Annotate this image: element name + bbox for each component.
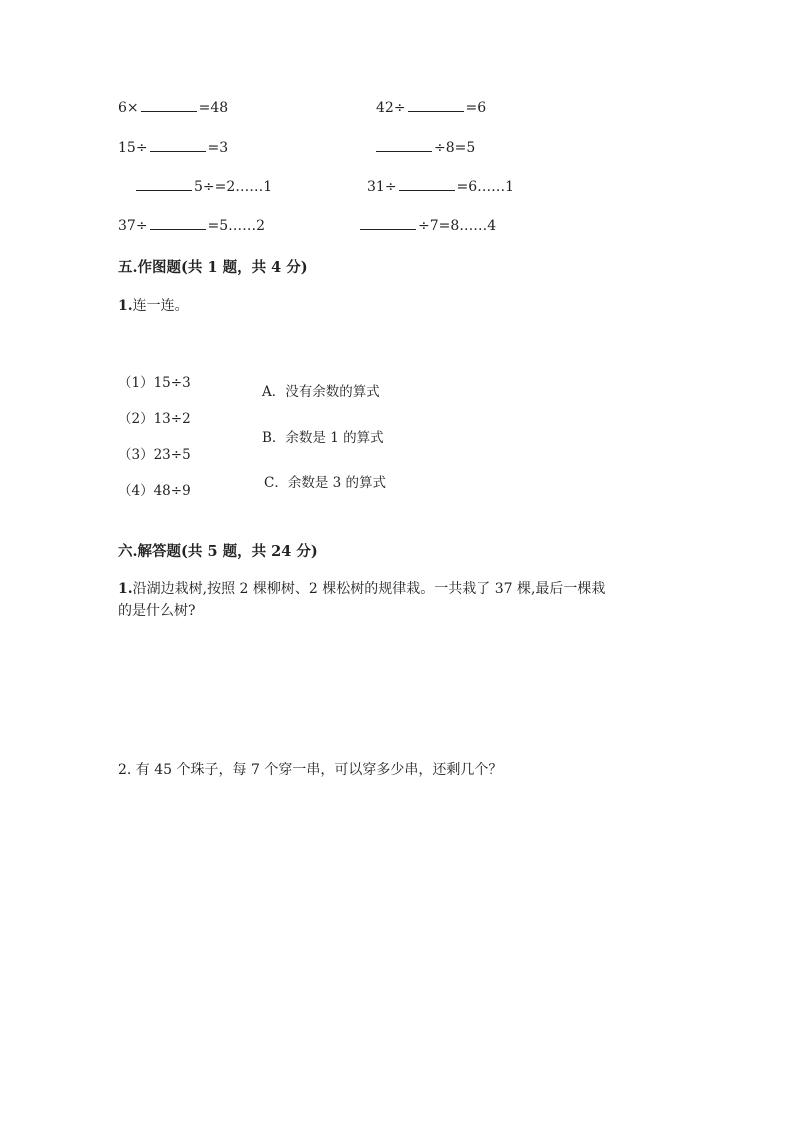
fill-in-equation-5 xyxy=(136,176,272,195)
answer-blank[interactable] xyxy=(399,176,455,191)
question-text-line-2: 的是什么树? xyxy=(118,603,196,619)
section-5-question-1 xyxy=(118,295,189,315)
equation-left: 42÷ xyxy=(376,100,406,116)
equation-right: =6……1 xyxy=(456,179,515,195)
equation-right: =6 xyxy=(465,100,487,116)
section-5-title: 五.作图题(共 1 题，共 4 分) xyxy=(118,259,308,276)
answer-blank[interactable] xyxy=(150,137,206,152)
fill-in-equation-6 xyxy=(367,176,514,195)
equation-right: ÷8=5 xyxy=(434,140,476,156)
match-left-item-2[interactable]: （2）13÷2 xyxy=(118,411,191,427)
equation-left: 6× xyxy=(118,100,139,116)
equation-left: 15÷ xyxy=(118,140,148,156)
answer-blank[interactable] xyxy=(150,215,206,230)
answer-blank[interactable] xyxy=(376,137,432,152)
question-number: 1. xyxy=(118,581,133,597)
match-left-item-4[interactable]: （4）48÷9 xyxy=(118,483,191,499)
fill-in-equation-1 xyxy=(118,97,228,116)
answer-blank[interactable] xyxy=(408,97,464,112)
section-6-question-1 xyxy=(118,578,605,622)
section-6-title: 六.解答题(共 5 题，共 24 分) xyxy=(118,543,318,560)
fill-in-equation-4 xyxy=(376,137,475,156)
equation-right: 5÷=2……1 xyxy=(194,179,273,195)
equation-right: ÷7=8……4 xyxy=(418,218,497,234)
answer-blank[interactable] xyxy=(360,215,416,230)
equation-left: 37÷ xyxy=(118,218,148,234)
fill-in-equation-7 xyxy=(118,215,265,234)
match-right-item-b[interactable]: B．余数是 1 的算式 xyxy=(262,430,384,446)
fill-in-equation-8 xyxy=(360,215,496,234)
question-text: 连一连。 xyxy=(132,298,189,314)
fill-in-equation-3 xyxy=(118,137,228,156)
match-left-item-3[interactable]: （3）23÷5 xyxy=(118,447,191,463)
section-6-question-2: 2. 有 45 个珠子，每 7 个穿一串，可以穿多少串，还剩几个？ xyxy=(118,762,503,778)
question-text-line-1: 沿湖边栽树,按照 2 棵柳树、2 棵松树的规律栽。一共栽了 37 棵,最后一棵栽 xyxy=(132,581,606,597)
match-left-item-1[interactable]: （1）15÷3 xyxy=(118,375,191,391)
equation-left: 31÷ xyxy=(367,179,397,195)
answer-blank[interactable] xyxy=(141,97,197,112)
fill-in-equation-2 xyxy=(376,97,486,116)
equation-right: =3 xyxy=(207,140,229,156)
answer-blank[interactable] xyxy=(136,176,192,191)
equation-right: =48 xyxy=(198,100,229,116)
match-right-item-a[interactable]: A．没有余数的算式 xyxy=(262,384,380,400)
equation-right: =5……2 xyxy=(207,218,266,234)
match-right-item-c[interactable]: C．余数是 3 的算式 xyxy=(264,475,387,491)
question-number: 1. xyxy=(118,298,133,314)
